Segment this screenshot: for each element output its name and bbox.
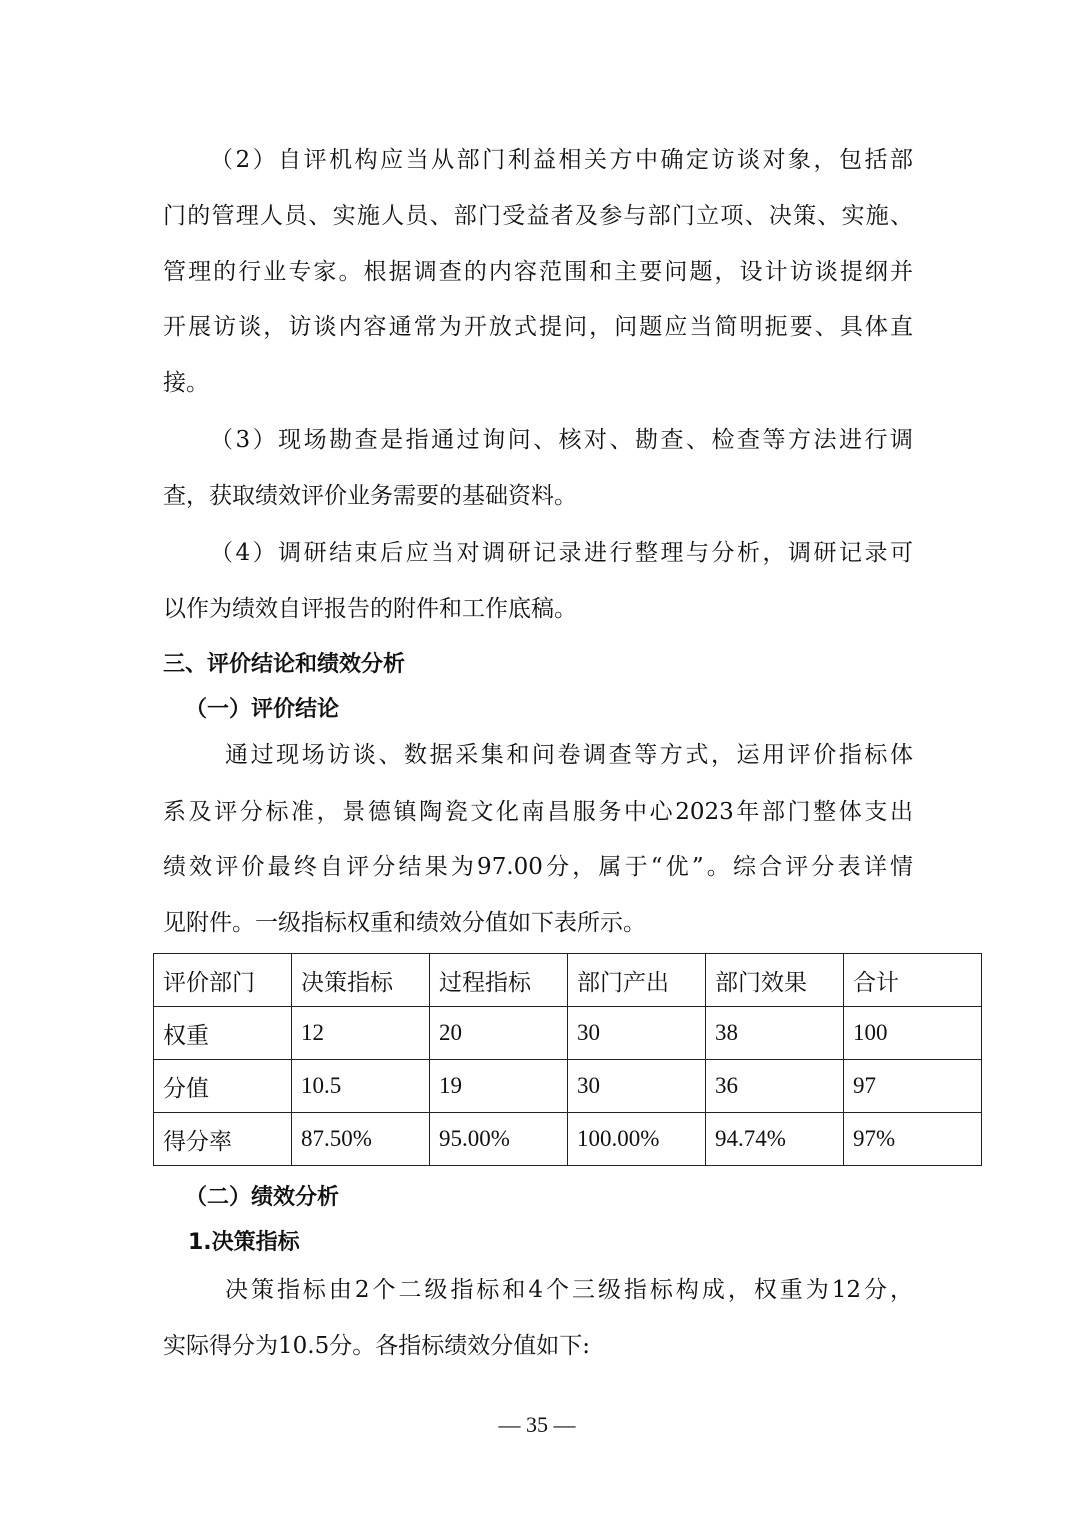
paragraph-line: 开展访谈，访谈内容通常为开放式提问，问题应当简明扼要、具体直 <box>163 314 913 340</box>
table-row <box>154 1113 982 1166</box>
table-cell: 权重 <box>154 1007 292 1060</box>
page-number: — 35 — <box>498 1412 576 1437</box>
table-cell: 87.50% <box>292 1113 430 1166</box>
table-cell: 19 <box>430 1060 568 1113</box>
paragraph-line: 系及评分标准，景德镇陶瓷文化南昌服务中心2023年部门整体支出 <box>163 799 913 825</box>
table-cell: 合计 <box>844 954 982 1007</box>
paragraph-line: 决策指标由2个二级指标和4个三级指标构成，权重为12分， <box>225 1277 913 1303</box>
table-cell: 100.00% <box>568 1113 706 1166</box>
table-cell: 97% <box>844 1113 982 1166</box>
table-cell: 100 <box>844 1007 982 1060</box>
table-cell: 94.74% <box>706 1113 844 1166</box>
table-cell: 95.00% <box>430 1113 568 1166</box>
table-cell: 部门产出 <box>568 954 706 1007</box>
subsection-heading: （一）评价结论 <box>185 697 340 722</box>
table-cell: 过程指标 <box>430 954 568 1007</box>
subsection-heading: （二）绩效分析 <box>185 1185 340 1210</box>
item-heading: 1.决策指标 <box>188 1230 300 1255</box>
paragraph-line: 通过现场访谈、数据采集和问卷调查等方式，运用评价指标体 <box>225 742 913 768</box>
table-cell: 20 <box>430 1007 568 1060</box>
paragraph-line: 以作为绩效自评报告的附件和工作底稿。 <box>163 596 577 622</box>
paragraph-line: 查，获取绩效评价业务需要的基础资料。 <box>163 483 577 509</box>
table-cell: 30 <box>568 1007 706 1060</box>
table-cell: 97 <box>844 1060 982 1113</box>
table-cell: 12 <box>292 1007 430 1060</box>
paragraph-line: 管理的行业专家。根据调查的内容范围和主要问题，设计访谈提纲并 <box>163 259 913 285</box>
table-header-row <box>154 954 982 1007</box>
table-cell: 10.5 <box>292 1060 430 1113</box>
paragraph-line: 门的管理人员、实施人员、部门受益者及参与部门立项、决策、实施、 <box>163 203 913 229</box>
table-cell: 得分率 <box>154 1113 292 1166</box>
paragraph-line: （2）自评机构应当从部门利益相关方中确定访谈对象，包括部 <box>210 147 913 173</box>
table-cell: 决策指标 <box>292 954 430 1007</box>
table-row <box>154 1007 982 1060</box>
paragraph-line: 绩效评价最终自评分结果为97.00分，属于“优”。综合评分表详情 <box>163 854 913 880</box>
table-cell: 评价部门 <box>154 954 292 1007</box>
score-table <box>153 953 982 1166</box>
paragraph-line: 见附件。一级指标权重和绩效分值如下表所示。 <box>163 910 646 936</box>
table-cell: 部门效果 <box>706 954 844 1007</box>
paragraph-line: （3）现场勘查是指通过询问、核对、勘查、检查等方法进行调 <box>210 427 913 453</box>
table-cell: 分值 <box>154 1060 292 1113</box>
paragraph-line: （4）调研结束后应当对调研记录进行整理与分析，调研记录可 <box>210 540 913 566</box>
table-cell: 36 <box>706 1060 844 1113</box>
table-cell: 30 <box>568 1060 706 1113</box>
section-heading: 三、评价结论和绩效分析 <box>163 652 406 677</box>
table-cell: 38 <box>706 1007 844 1060</box>
paragraph-line: 接。 <box>163 370 209 396</box>
table-row <box>154 1060 982 1113</box>
paragraph-line: 实际得分为10.5分。各指标绩效分值如下: <box>163 1333 590 1359</box>
